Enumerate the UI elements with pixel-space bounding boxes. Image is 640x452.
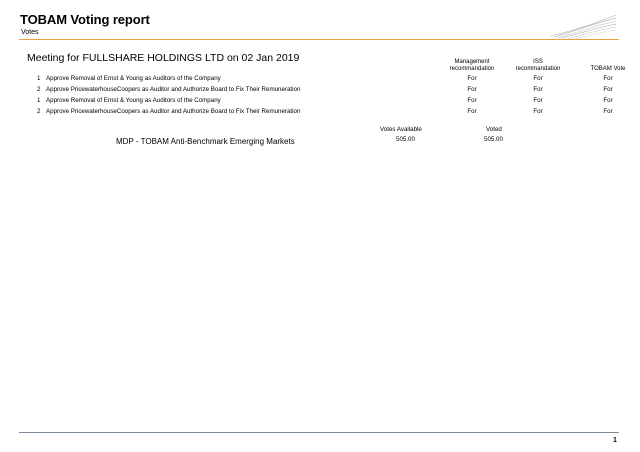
- tobam-vote: For: [603, 86, 613, 93]
- management-vote: For: [467, 75, 477, 82]
- fund-votes-voted: 505.00: [484, 136, 503, 143]
- proposal-number: 2: [37, 86, 41, 93]
- fund-name: MDP - TOBAM Anti-Benchmark Emerging Markets: [116, 137, 295, 146]
- proposal-text: Approve PricewaterhouseCoopers as Auditor and Authorize Board to Fix Their Remuneration: [46, 108, 301, 115]
- proposal-row: [0, 86, 640, 97]
- header-divider: [19, 39, 619, 40]
- footer-divider: [19, 432, 619, 433]
- tobam-vote: For: [603, 97, 613, 104]
- proposal-number: 1: [37, 97, 41, 104]
- report-subtitle: Votes: [21, 29, 39, 36]
- proposal-text: Approve Removal of Ernst & Young as Auditors of the Company: [46, 97, 221, 104]
- iss-vote: For: [533, 86, 543, 93]
- proposal-number: 2: [37, 108, 41, 115]
- iss-vote: For: [533, 108, 543, 115]
- iss-vote: For: [533, 97, 543, 104]
- meeting-heading: Meeting for FULLSHARE HOLDINGS LTD on 02 Jan 2019: [27, 52, 300, 64]
- management-vote: For: [467, 97, 477, 104]
- column-header-management: Management recommandation: [449, 59, 495, 72]
- report-title: TOBAM Voting report: [20, 12, 150, 27]
- voted-label: Voted: [486, 126, 502, 133]
- iss-vote: For: [533, 75, 543, 82]
- tobam-logo-icon: [548, 12, 618, 40]
- page-number: 1: [613, 437, 617, 444]
- tobam-vote: For: [603, 108, 613, 115]
- proposal-number: 1: [37, 75, 41, 82]
- proposal-text: Approve PricewaterhouseCoopers as Auditor and Authorize Board to Fix Their Remuneration: [46, 86, 301, 93]
- votes-available-label: Votes Available: [380, 126, 422, 133]
- tobam-vote: For: [603, 75, 613, 82]
- column-header-iss: ISS recommandation: [515, 59, 561, 72]
- management-vote: For: [467, 108, 477, 115]
- proposal-row: [0, 108, 640, 119]
- proposal-row: [0, 97, 640, 108]
- proposal-row: [0, 75, 640, 86]
- management-vote: For: [467, 86, 477, 93]
- proposal-text: Approve Removal of Ernst & Young as Auditors of the Company: [46, 75, 221, 82]
- column-header-tobam: TOBAM Vote: [590, 66, 626, 72]
- fund-votes-available: 505.00: [396, 136, 415, 143]
